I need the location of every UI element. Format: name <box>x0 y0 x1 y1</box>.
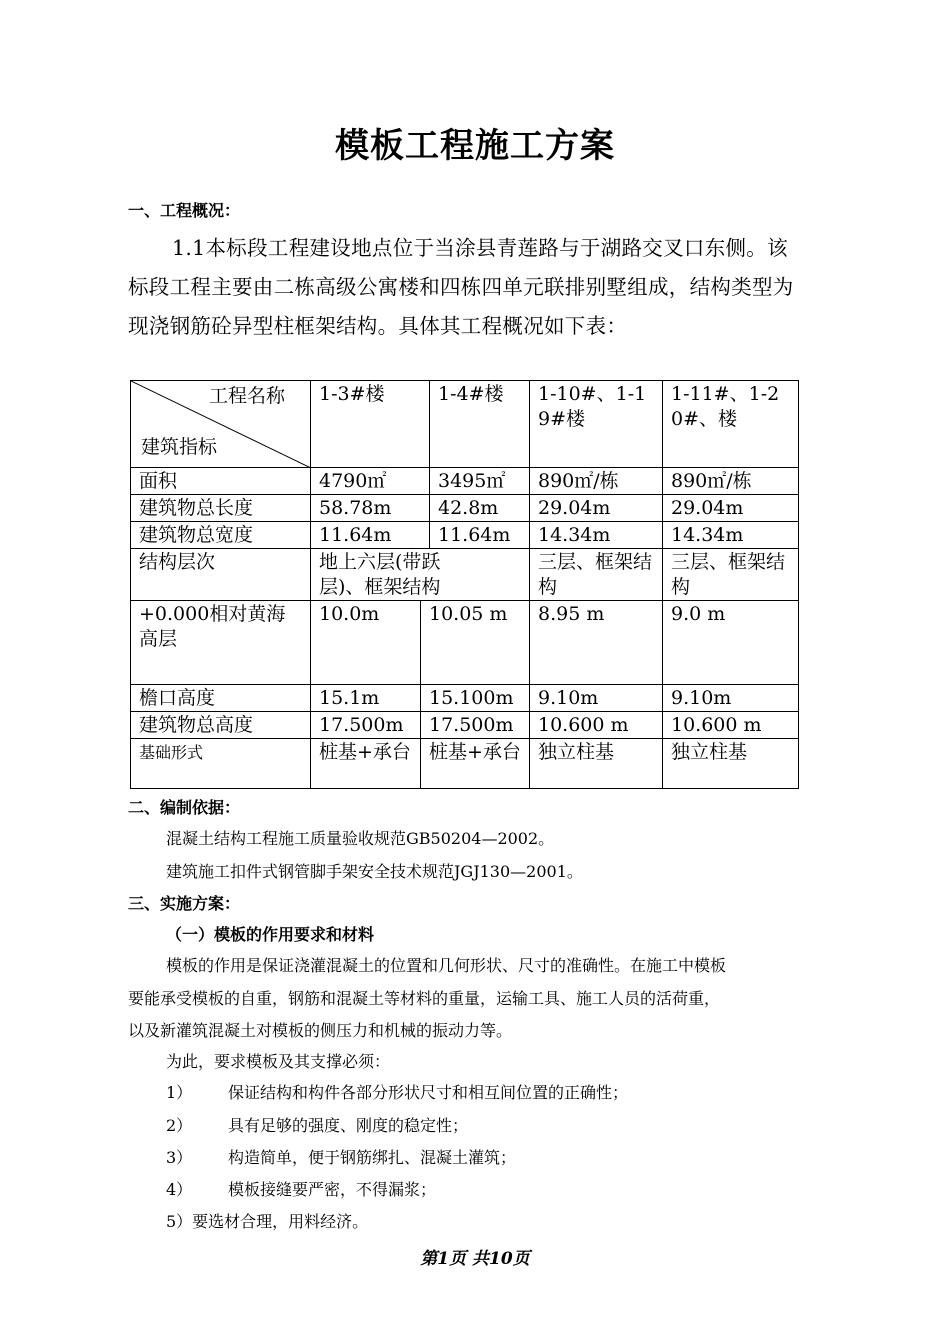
col-header: 1-3#楼 <box>311 381 430 468</box>
subsection-heading: （一）模板的作用要求和材料 <box>166 925 375 944</box>
table-cell: 890㎡/栋 <box>530 468 663 495</box>
table-cell <box>311 739 421 789</box>
requirements-intro: 为此，要求模板及其支撑必须： <box>166 1052 391 1071</box>
table-cell: 11.64m <box>311 522 430 549</box>
table-cell: 3495㎡ <box>430 468 530 495</box>
table-cell: 独立柱基 <box>530 739 663 789</box>
col-header: 1-10#、1-19#楼 <box>530 381 663 468</box>
table-cell: 17.500m <box>421 712 530 739</box>
table-cell: 9.10m <box>530 685 663 712</box>
row-label: 建筑物总宽度 <box>131 522 311 549</box>
section-3-heading: 三、实施方案： <box>128 894 241 913</box>
project-overview-table <box>130 380 799 789</box>
table-cell: 42.8m <box>430 495 530 522</box>
formwork-para-line: 以及新灌筑混凝土对模板的侧压力和机械的振动力等。 <box>128 1021 513 1040</box>
table-cell <box>663 549 799 601</box>
requirement-text: 保证结构和构件各部分形状尺寸和相互间位置的正确性； <box>228 1083 629 1102</box>
row-label: 面积 <box>131 468 311 495</box>
table-cell: 58.78m <box>311 495 430 522</box>
table-cell: 10.0m <box>311 601 421 685</box>
row-label <box>131 601 311 685</box>
table-cell: 11.64m <box>430 522 530 549</box>
table-cell <box>311 549 530 601</box>
requirement-number: 4） <box>166 1180 193 1199</box>
basis-item: 建筑施工扣件式钢管脚手架安全技术规范JGJ130—2001。 <box>166 862 583 881</box>
table-corner-cell <box>131 381 311 468</box>
cell-text: 三层、框架结构 <box>538 551 653 598</box>
table-cell: 29.04m <box>663 495 799 522</box>
col-header: 1-11#、1-20#、楼 <box>663 381 799 468</box>
table-cell: 9.0 m <box>663 601 799 685</box>
table-cell: 4790㎡ <box>311 468 430 495</box>
formwork-para-line: 要能承受模板的自重，钢筋和混凝土等材料的重量，运输工具、施工人员的活荷重， <box>128 989 721 1008</box>
table-cell: 15.1m <box>311 685 421 712</box>
basis-item: 混凝土结构工程施工质量验收规范GB50204—2002。 <box>166 829 555 848</box>
corner-label-top: 工程名称 <box>209 385 286 407</box>
row-label: 建筑物总长度 <box>131 495 311 522</box>
requirement-text: 构造简单，便于钢筋绑扎、混凝土灌筑； <box>228 1148 517 1167</box>
corner-label-bottom: 建筑指标 <box>141 436 218 458</box>
section-2-heading: 二、编制依据： <box>128 798 241 817</box>
requirement-text: 具有足够的强度、刚度的稳定性； <box>228 1116 469 1135</box>
overview-line-2: 标段工程主要由二栋高级公寓楼和四栋四单元联排别墅组成，结构类型为 <box>128 275 794 299</box>
page-footer: 第1页 共10页 <box>420 1249 530 1269</box>
row-label: 结构层次 <box>131 549 311 601</box>
formwork-para-line: 模板的作用是保证浇灌混凝土的位置和几何形状、尺寸的准确性。在施工中模板 <box>166 956 727 975</box>
table-cell: 9.10m <box>663 685 799 712</box>
table-cell: 17.500m <box>311 712 421 739</box>
table-cell <box>530 549 663 601</box>
table-cell: 8.95 m <box>530 601 663 685</box>
table-cell: 独立柱基 <box>663 739 799 789</box>
table-cell <box>421 739 530 789</box>
table-cell: 10.05 m <box>421 601 530 685</box>
page-title: 模板工程施工方案 <box>335 126 615 166</box>
section-1-heading: 一、工程概况： <box>128 201 241 220</box>
row-label: 基础形式 <box>131 739 311 789</box>
cell-text: 桩基+承台 <box>319 741 411 763</box>
table-cell: 29.04m <box>530 495 663 522</box>
table-cell: 15.100m <box>421 685 530 712</box>
row-label-text: +0.000相对黄海高层 <box>139 603 286 650</box>
overview-line-1: 1.1本标段工程建设地点位于当涂县青莲路与于湖路交叉口东侧。该 <box>172 236 788 260</box>
requirement-number: 3） <box>166 1148 193 1167</box>
requirement-text: 模板接缝要严密，不得漏浆； <box>228 1180 437 1199</box>
table-cell: 10.600 m <box>530 712 663 739</box>
col-header: 1-4#楼 <box>430 381 530 468</box>
table-cell: 10.600 m <box>663 712 799 739</box>
table-cell: 14.34m <box>663 522 799 549</box>
requirement-5: 5）要选材合理，用料经济。 <box>166 1212 369 1231</box>
table-cell: 890㎡/栋 <box>663 468 799 495</box>
merged-cell-text: 地上六层(带跃层)、框架结构 <box>319 551 441 598</box>
row-label: 建筑物总高度 <box>131 712 311 739</box>
table-cell: 14.34m <box>530 522 663 549</box>
overview-line-3: 现浇钢筋砼异型柱框架结构。具体其工程概况如下表： <box>128 314 628 338</box>
row-label: 檐口高度 <box>131 685 311 712</box>
requirement-number: 2） <box>166 1116 193 1135</box>
cell-text: 三层、框架结构 <box>671 551 786 598</box>
cell-text: 桩基+承台 <box>429 741 521 763</box>
requirement-number: 1） <box>166 1083 193 1102</box>
